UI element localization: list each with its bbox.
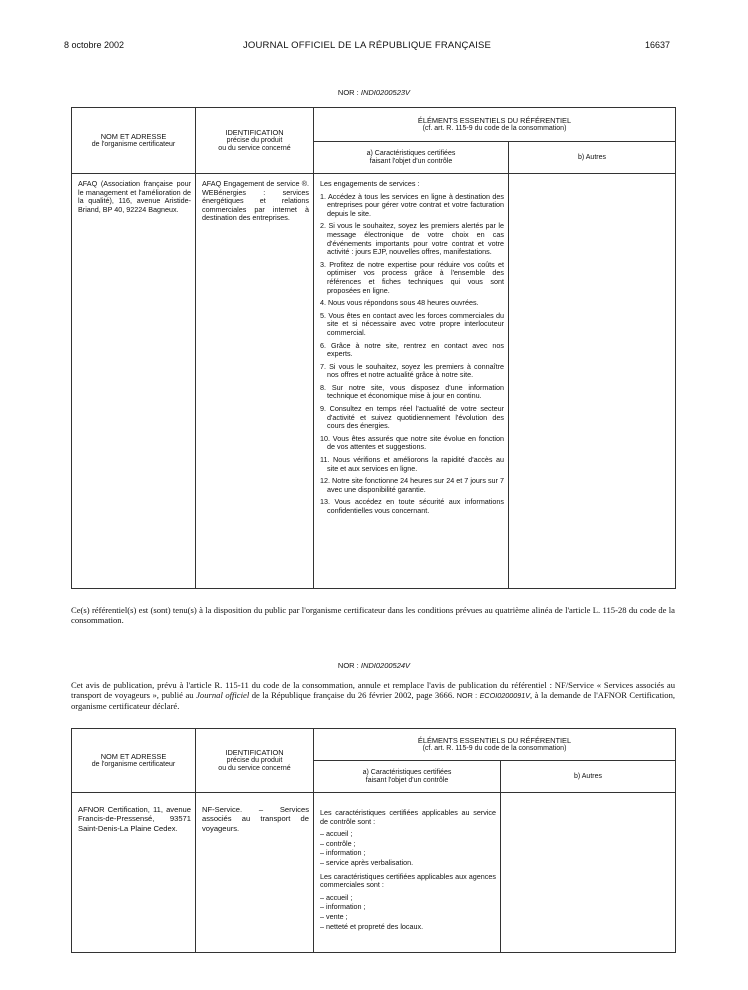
characteristic-item: – service après verbalisation. [320,857,414,867]
header-elements-line2: (cf. art. R. 115-9 du code de la consommation) [422,124,567,132]
engagement-item: 8. Sur notre site, vous disposez d'une information technique et économique mise à jour en continu. [320,382,504,401]
header-date: 8 octobre 2002 [64,40,125,50]
header-elements-line1: ÉLÉMENTS ESSENTIELS DU RÉFÉRENTIEL [417,115,572,125]
header-org-line1: NOM ET ADRESSE [100,751,167,761]
nor-reference-2 [0,661,748,670]
header-col-a [314,142,509,174]
org-cell: AFNOR Certification, 11, avenue Francis-de-Pressensé, 93571 Saint-Denis-La Plaine Cedex. [72,793,196,953]
nor-code: INDI0200523V [360,88,411,97]
header-ident [196,108,314,174]
characteristic-item: – accueil ; [320,892,353,902]
journal-name: Journal officiel [196,690,250,701]
referentiel-table-1 [71,107,676,589]
notice-text-b: de la République française du 26 février 2002, page 3666. [249,690,457,701]
characteristic-item: – netteté et propreté des locaux. [320,921,424,931]
engagement-item: 6. Grâce à notre site, rentrez en contact avec nos experts. [320,340,504,359]
page-header [64,40,670,54]
nor-code: INDI0200524V [360,661,411,670]
header-col-a-line2: faisant l'objet d'un contrôle [369,157,453,165]
header-elements-line1: ÉLÉMENTS ESSENTIELS DU RÉFÉRENTIEL [417,735,572,745]
availability-paragraph: Ce(s) référentiel(s) est (sont) tenu(s) à la disposition du public par l'organisme certificateur dans les conditions prévues au quatrième alinéa de l'article L. 115-28 du code de la consommation. [71,605,675,626]
engagement-item: 12. Notre site fonctionne 24 heures sur 24 et 7 jours sur 7 avec une disponibilité garantie. [320,476,504,494]
header-org [72,729,196,793]
nor-reference-1 [0,88,748,97]
engagement-item: 11. Nous vérifions et améliorons la rapidité d'accès au site et aux services en ligne. [320,455,504,473]
header-org-line1: NOM ET ADRESSE [100,131,167,141]
nor-label: NOR : [337,661,359,670]
engagement-item: 10. Vous êtes assurés que notre site évolue en fonction de vos attentes et suggestions. [320,433,504,452]
header-org [72,108,196,174]
header-org-line2: de l'organisme certificateur [91,760,176,768]
characteristic-item: – accueil ; [320,829,353,839]
characteristic-item: – contrôle ; [320,838,356,848]
engagement-item: 1. Accédez à tous les services en ligne à destination des entreprises pour gérer votre contrat et votre facturation depuis le site. [320,191,504,218]
characteristic-item: – information ; [320,902,366,912]
publication-notice-paragraph [71,680,675,712]
header-col-a [314,761,501,793]
notice-nor-label: NOR : [456,691,478,701]
header-col-b: b) Autres [501,761,676,793]
engagement-item: 5. Vous êtes en contact avec les forces commerciales du site et si nécessaire avec votre propre interlocuteur commercial. [320,310,504,337]
header-ident-line2: précise du produit [226,136,283,144]
referentiel-table-2 [71,728,676,953]
header-ident-line3: ou du service concerné [218,764,291,772]
engagement-item: 13. Vous accédez en toute sécurité aux informations confidentielles vous concernant. [320,497,504,515]
header-ident-line3: ou du service concerné [218,144,291,152]
notice-nor-code: ECOI0200091V [479,691,530,701]
org-cell: AFAQ (Association française pour le management et l'amélioration de la qualité), 116, avenue Aristide-Briand, BP 40, 92224 Bagneux. [72,174,196,589]
engagement-item: 7. Si vous le souhaitez, soyez les premiers à connaître nos offres et notre actualité grâce à notre site. [320,361,504,380]
header-col-a-line1: a) Caractéristiques certifiées [366,149,456,157]
header-elements-line2: (cf. art. R. 115-9 du code de la consommation) [422,744,567,752]
agencies-label: Les caractéristiques certifiées applicables aux agences commerciales sont : [320,871,496,890]
characteristic-item: – vente ; [320,911,348,921]
header-col-b: b) Autres [509,142,676,174]
notice-text-a: Cet avis de publication, prévu à l'article R. 115-11 du code de la consommation, annule et remplace l'avis de publication du référentiel : NF/Service « Services associés au transport de voyageurs », publié au [71,680,675,701]
engagements-intro: Les engagements de services : [320,179,420,188]
header-ident-line1: IDENTIFICATION [225,747,284,757]
header-elements [314,729,676,761]
header-col-a-line2: faisant l'objet d'un contrôle [365,776,449,784]
header-elements [314,108,676,142]
engagement-item: 4. Nous vous répondons sous 48 heures ouvrées. [320,298,479,308]
nor-label: NOR : [337,88,359,97]
engagement-item: 3. Profitez de notre expertise pour réduire vos coûts et optimiser vos process grâce à l'ensemble des références et fiches techniques qui vous sont proposées en ligne. [320,259,504,295]
ident-cell: NF-Service. – Services associés au transport de voyageurs. [196,793,314,953]
characteristics-cell [314,174,509,589]
header-ident [196,729,314,793]
engagement-item: 9. Consultez en temps réel l'actualité de votre secteur d'activité et suivez quotidiennement l'évolution des cours des énergies. [320,404,504,431]
other-cell [501,793,676,953]
notice-text-c: , à la demande de l'AFNOR Certification, organisme certificateur déclaré. [71,690,676,712]
ident-cell: AFAQ Engagement de service ®. WEBénergies : services énergétiques et relations commerciales par internet à destination des entreprises. [196,174,314,589]
header-ident-line1: IDENTIFICATION [225,127,284,137]
engagement-item: 2. Si vous le souhaitez, soyez les premiers alertés par le message électronique de votre choix en cas d'événements importants pour votre contrat et votre activité : jours EJP, nouvelles offres, manifestations. [320,221,504,257]
header-org-line2: de l'organisme certificateur [91,140,176,148]
characteristic-item: – information ; [320,848,366,858]
header-col-a-line1: a) Caractéristiques certifiées [362,768,452,776]
header-ident-line2: précise du produit [226,756,283,764]
characteristics-cell [314,793,501,953]
other-cell [509,174,676,589]
page-number: 16637 [644,40,670,50]
control-service-label: Les caractéristiques certifiées applicables au service de contrôle sont : [320,808,496,826]
journal-title: JOURNAL OFFICIEL DE LA RÉPUBLIQUE FRANÇAISE [242,40,492,51]
